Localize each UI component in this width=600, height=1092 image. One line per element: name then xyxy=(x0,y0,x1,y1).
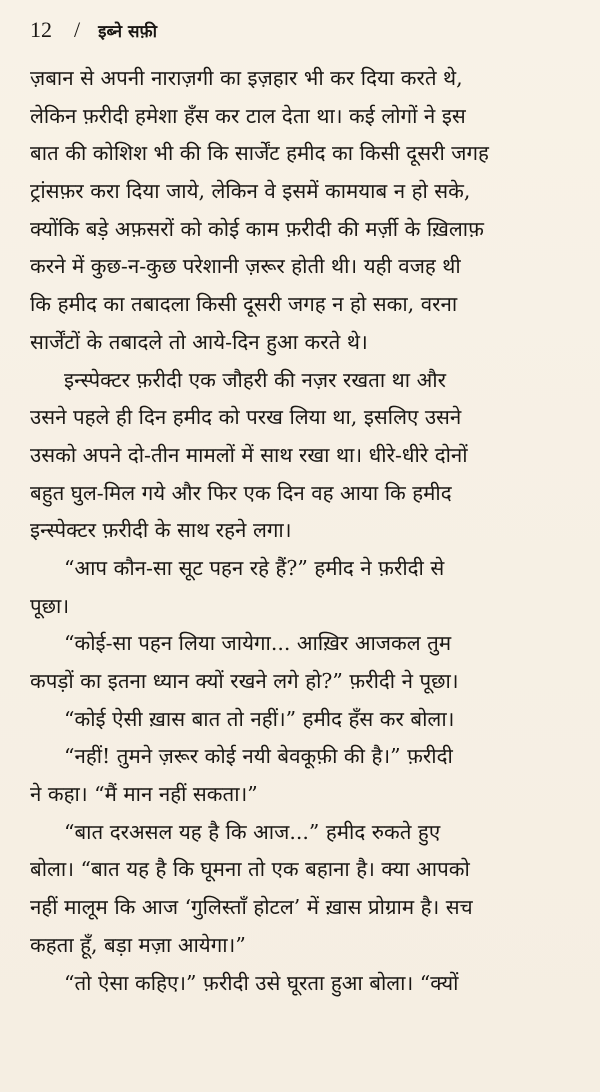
page-header xyxy=(30,16,580,60)
text-line: उसने पहले ही दिन हमीद को परख लिया था, इसलिए उसने xyxy=(30,405,462,430)
page-number: 12 xyxy=(30,17,52,42)
text-line: कपड़ों का इतना ध्यान क्यों रखने लगे हो?” फ़रीदी ने पूछा। xyxy=(30,669,459,693)
text-line: लेकिन फ़रीदी हमेशा हँस कर टाल देता था। कई लोगों ने इस xyxy=(30,103,466,128)
dialogue-line: “कोई-सा पहन लिया जायेगा... आख़िर आजकल तुम xyxy=(64,631,452,656)
page-text xyxy=(30,60,580,1002)
text-line: पूछा। xyxy=(30,593,70,618)
text-line: ज़बान से अपनी नाराज़गी का इज़हार भी कर दिया करते थे, xyxy=(30,66,463,90)
dialogue-line: “कोई ऐसी ख़ास बात तो नहीं।” हमीद हँस कर बोला। xyxy=(64,706,455,731)
text-line: नहीं मालूम कि आज ‘गुलिस्ताँ होटल’ में ख़ास प्रोग्राम है। सच xyxy=(30,895,473,920)
text-line: क्योंकि बड़े अफ़सरों को कोई काम फ़रीदी की मर्ज़ी के ख़िलाफ़ xyxy=(30,216,484,241)
dialogue-line: “नहीं! तुमने ज़रूर कोई नयी बेवकूफ़ी की है।” फ़रीदी xyxy=(64,744,453,769)
text-line: बोला। “बात यह है कि घूमना तो एक बहाना है। क्या आपको xyxy=(30,857,470,882)
dialogue-line: “तो ऐसा कहिए।” फ़रीदी उसे घूरता हुआ बोला। “क्यों xyxy=(64,970,459,995)
book-title: इब्ने सफ़ी xyxy=(98,22,157,42)
text-line: बहुत घुल-मिल गये और फिर एक दिन वह आया कि हमीद xyxy=(30,480,452,505)
text-line: बात की कोशिश भी की कि सार्जेंट हमीद का किसी दूसरी जगह xyxy=(30,141,489,166)
dialogue-line: “आप कौन-सा सूट पहन रहे हैं?” हमीद ने फ़रीदी से xyxy=(64,555,445,580)
text-line: ने कहा। “मैं मान नहीं सकता।” xyxy=(30,782,258,807)
dialogue-line: “बात दरअसल यह है कि आज...” हमीद रुकते हुए xyxy=(64,819,441,844)
text-line: उसको अपने दो-तीन मामलों में साथ रखा था। धीरे-धीरे दोनों xyxy=(30,442,468,467)
text-line: करने में कुछ-न-कुछ परेशानी ज़रूर होती थी। यही वजह थी xyxy=(30,254,461,279)
text-line: कि हमीद का तबादला किसी दूसरी जगह न हो सका, वरना xyxy=(30,292,458,317)
text-line: इन्स्पेक्टर फ़रीदी के साथ रहने लगा। xyxy=(30,518,292,543)
text-line: कहता हूँ, बड़ा मज़ा आयेगा।” xyxy=(30,932,246,957)
text-line: ट्रांसफ़र करा दिया जाये, लेकिन वे इसमें कामयाब न हो सके, xyxy=(30,179,471,204)
paragraph-start-line: इन्स्पेक्टर फ़रीदी एक जौहरी की नज़र रखता था और xyxy=(64,367,446,392)
text-line: सार्जेंटों के तबादले तो आये-दिन हुआ करते थे। xyxy=(30,329,368,354)
header-separator: / xyxy=(74,17,81,42)
